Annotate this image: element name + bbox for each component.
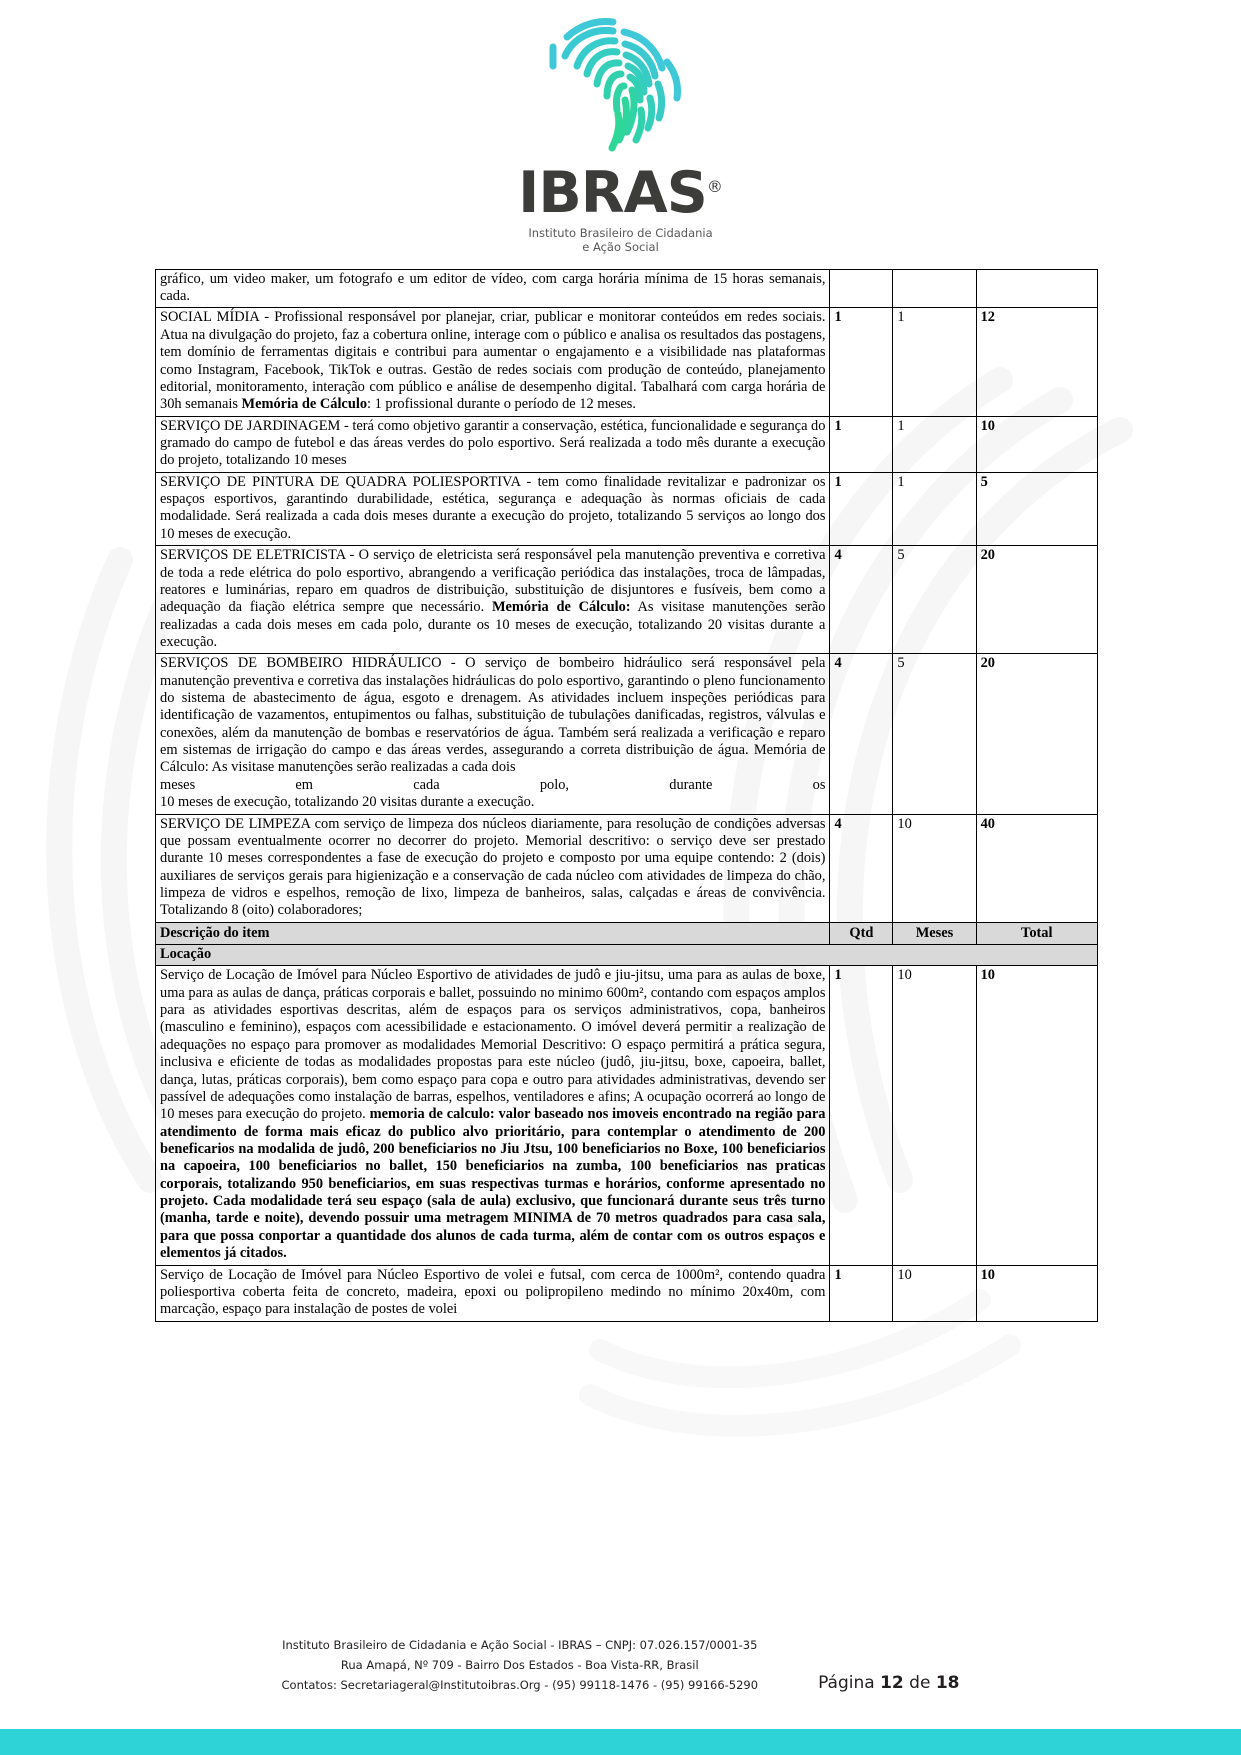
- cell-qtd: 4: [830, 546, 893, 654]
- page-number-indicator: [818, 1673, 959, 1695]
- page-footer: [0, 1635, 1241, 1695]
- cell-meses: 1: [893, 308, 976, 416]
- cell-total: 5: [976, 472, 1097, 545]
- cell-total: 10: [976, 966, 1097, 1265]
- cell-total: 10: [976, 1265, 1097, 1321]
- cell-description: SERVIÇO DE PINTURA DE QUADRA POLIESPORTIVA - tem como finalidade revitalizar e padronizar os espaços esportivos, garantindo durabilidade, estética, segurança e adequação às normas oficiais de cada modalidade. Será realizada a cada dois meses durante a execução do projeto, totalizando 5 serviços ao longo dos 10 meses de execução.: [156, 472, 830, 545]
- registered-mark-icon: ®: [706, 177, 723, 196]
- table-header-row: [156, 922, 1098, 944]
- footer-contact-block: [282, 1635, 759, 1695]
- cell-meses: 10: [893, 814, 976, 922]
- table-row: [156, 1265, 1098, 1321]
- cell-qtd: 1: [830, 308, 893, 416]
- cell-total: 10: [976, 416, 1097, 472]
- brand-wordmark: IBRAS®: [518, 160, 723, 226]
- footer-accent-bar: [0, 1729, 1241, 1755]
- footer-line-3: Contatos: Secretariageral@Institutoibras.Org - (95) 99118-1476 - (95) 99166-5290: [281, 1677, 759, 1692]
- cell-total: 20: [976, 546, 1097, 654]
- cell-qtd: 1: [830, 1265, 893, 1321]
- column-header-qtd: Qtd: [830, 922, 893, 944]
- table-row: [156, 814, 1098, 922]
- table-row: [156, 966, 1098, 1265]
- cell-qtd: 1: [830, 472, 893, 545]
- cell-total: 12: [976, 308, 1097, 416]
- cell-description: SOCIAL MÍDIA - Profissional responsável por planejar, criar, publicar e monitorar conteúdos em redes sociais. Atua na divulgação do projeto, faz a cobertura online, interage com o público e analisa os resultados das postagens, tem domínio de ferramentas digitais e contribui para aumentar o engajamento e a visibilidade nas plataformas como Instagram, Facebook, TikTok e outras. Gestão de redes sociais com produção de conteúdo, planejamento editorial, monitoramento, interação com público e análise de desempenho digital. Tabalhará com carga horária de 30h semanais Memória de Cálculo: 1 profissional durante o período de 12 meses.: [156, 308, 830, 416]
- cell-qtd: 1: [830, 416, 893, 472]
- cell-description: SERVIÇOS DE ELETRICISTA - O serviço de eletricista será responsável pela manutenção preventiva e corretiva de toda a rede elétrica do polo esportivo, abrangendo a verificação periódica das instalações, troca de lâmpadas, reatores e luminárias, reparo em quadros de distribuição, substituição de disjuntores e fusíveis, bem como a adequação da fiação elétrica sempre que necessário. Memória de Cálculo: As visitase manutenções serão realizadas a cada dois meses em cada polo, durante os 10 meses de execução, totalizando 20 visitas durante a execução.: [156, 546, 830, 654]
- cell-meses: 1: [893, 472, 976, 545]
- cell-description: SERVIÇOS DE BOMBEIRO HIDRÁULICO - O serviço de bombeiro hidráulico será responsável pela manutenção preventiva e corretiva das instalações hidráulicas do polo esportivo, garantindo o pleno funcionamento do sistema de abastecimento de água, esgoto e drenagem. As atividades incluem inspeções periódicas para identificação de vazamentos, entupimentos ou falhas, substituição de tubulações danificadas, registros, válvulas e conexões, além da manutenção de bombas e reservatórios de água. Também será realizada a verificação e reparo em sistemas de irrigação do campo e das áreas verdes, assegurando a correta distribuição de água. Memória de Cálculo: As visitase manutenções serão realizadas a cada dois meses em cada polo, durante os 10 meses de execução, totalizando 20 visitas durante a execução.: [156, 654, 830, 814]
- page-number-total: 18: [935, 1673, 960, 1693]
- cell-meses: 5: [893, 654, 976, 814]
- cell-qtd: 4: [830, 814, 893, 922]
- cell-total: [976, 269, 1097, 308]
- table-row: [156, 472, 1098, 545]
- page-label-prefix: Página: [818, 1673, 875, 1693]
- cell-description: SERVIÇO DE LIMPEZA com serviço de limpeza dos núcleos diariamente, para resolução de condições adversas que possam eventualmente ocorrer no decorrer do projeto. Memorial descritivo: o serviço deve ser prestado durante 10 meses correspondentes a fase de execução do projeto e composto por uma equipe contendo: 2 (dois) auxiliares de serviços gerais para higienização e a conservação de cada núcleo com atividades de limpeza do chão, limpeza de vidros e espelhos, remoção de lixo, limpeza de banheiros, salas, calçadas e áreas de convivência. Totalizando 8 (oito) colaboradores;: [156, 814, 830, 922]
- table-row: [156, 546, 1098, 654]
- table-row: [156, 416, 1098, 472]
- footer-line-1: Instituto Brasileiro de Cidadania e Ação Social - IBRAS – CNPJ: 07.026.157/0001-35: [282, 1637, 758, 1652]
- cell-description: SERVIÇO DE JARDINAGEM - terá como objetivo garantir a conservação, estética, funcionalidade e segurança do gramado do campo de futebol e das áreas verdes do polo esportivo. Será realizada a todo mês durante a execução do projeto, totalizando 10 meses: [156, 416, 830, 472]
- cell-qtd: 4: [830, 654, 893, 814]
- table-row: [156, 269, 1098, 308]
- cell-total: 20: [976, 654, 1097, 814]
- brand-tagline-line1: Instituto Brasileiro de Cidadania: [528, 226, 713, 240]
- brand-tagline: [0, 226, 1241, 255]
- cell-meses: 5: [893, 546, 976, 654]
- items-table: [155, 269, 1098, 1322]
- cell-description: gráfico, um video maker, um fotografo e um editor de vídeo, com carga horária mínima de 15 horas semanais, cada.: [156, 269, 830, 308]
- cell-qtd: [830, 269, 893, 308]
- column-header-total: Total: [976, 922, 1097, 944]
- cell-meses: 10: [893, 1265, 976, 1321]
- brand-header: [0, 0, 1241, 255]
- footer-line-2: Rua Amapá, Nº 709 - Bairro Dos Estados - Boa Vista-RR, Brasil: [340, 1657, 699, 1672]
- page-label-middle: de: [909, 1673, 931, 1693]
- fingerprint-map-icon: [521, 14, 721, 169]
- table-row: [156, 308, 1098, 416]
- cell-qtd: 1: [830, 966, 893, 1265]
- cell-total: 40: [976, 814, 1097, 922]
- brand-tagline-line2: e Ação Social: [582, 240, 659, 255]
- table-section-row-locacao: [156, 945, 1098, 966]
- cell-meses: 10: [893, 966, 976, 1265]
- section-label-locacao: Locação: [156, 945, 1098, 966]
- column-header-meses: Meses: [893, 922, 976, 944]
- table-row: [156, 654, 1098, 814]
- column-header-description: Descrição do item: [156, 922, 830, 944]
- cell-meses: [893, 269, 976, 308]
- items-table-container: [155, 269, 1098, 1322]
- cell-meses: 1: [893, 416, 976, 472]
- page-number-current: 12: [880, 1673, 904, 1693]
- cell-description: Serviço de Locação de Imóvel para Núcleo Esportivo de atividades de judô e jiu-jitsu, uma para as aulas de boxe, uma para as aulas de dança, práticas corporais e ballet, possuindo no minimo 600m², contando com espaços amplos para as atividades esportivas descritas, além de espaços para os serviços administrativos, copa, banheiros (masculino e feminino), espaços com acessibilidade e estacionamento. O imóvel deverá permitir a realização de adequações no espaço para promover as modalidades Memorial Descritivo: O espaço permitirá a prática segura, inclusiva e eficiente de todas as modalidades propostas para este núcleo (judô, jiu-jitsu, boxe, capoeira, ballet, dança, lutas, práticas corporais), bem como espaço para copa e outro para atividades administrativas, devendo ser passível de adequações como instalação de barras, espelhos, ventiladores e afins; A ocupação ocorrerá ao longo de 10 meses para execução do projeto. memoria de calculo: valor baseado nos imoveis encontrado na região para atendimento de forma mais eficaz do publico alvo prioritário, para contemplar o atendimento de 200 beneficarios na modalida de judô, 200 beneficiarios no Jiu Jtsu, 100 beneficiarios no Boxe, 100 beneficiarios na capoeira, 100 beneficiarios no ballet, 150 beneficiarios na zumba, 100 beneficiarios nas praticas corporais, totalizando 950 beneficiarios, em suas respectivas turmas e horários, conforme apresentado no projeto. Cada modalidade terá seu espaço (sala de aula) exclusivo, que funcionará durante seus três turno (manha, tarde e noite), devendo possuir uma metragem MINIMA de 70 metros quadrados para casa sala, para que possa conportar a quantidade dos alunos de cada turma, além de contar com os outros espaços e elementos já citados.: [156, 966, 830, 1265]
- cell-description: Serviço de Locação de Imóvel para Núcleo Esportivo de volei e futsal, com cerca de 1000m², contendo quadra poliesportiva coberta feita de concreto, madeira, epoxi ou polipropileno medindo no mínimo 20x40m, com marcação, espaço para instalação de postes de volei: [156, 1265, 830, 1321]
